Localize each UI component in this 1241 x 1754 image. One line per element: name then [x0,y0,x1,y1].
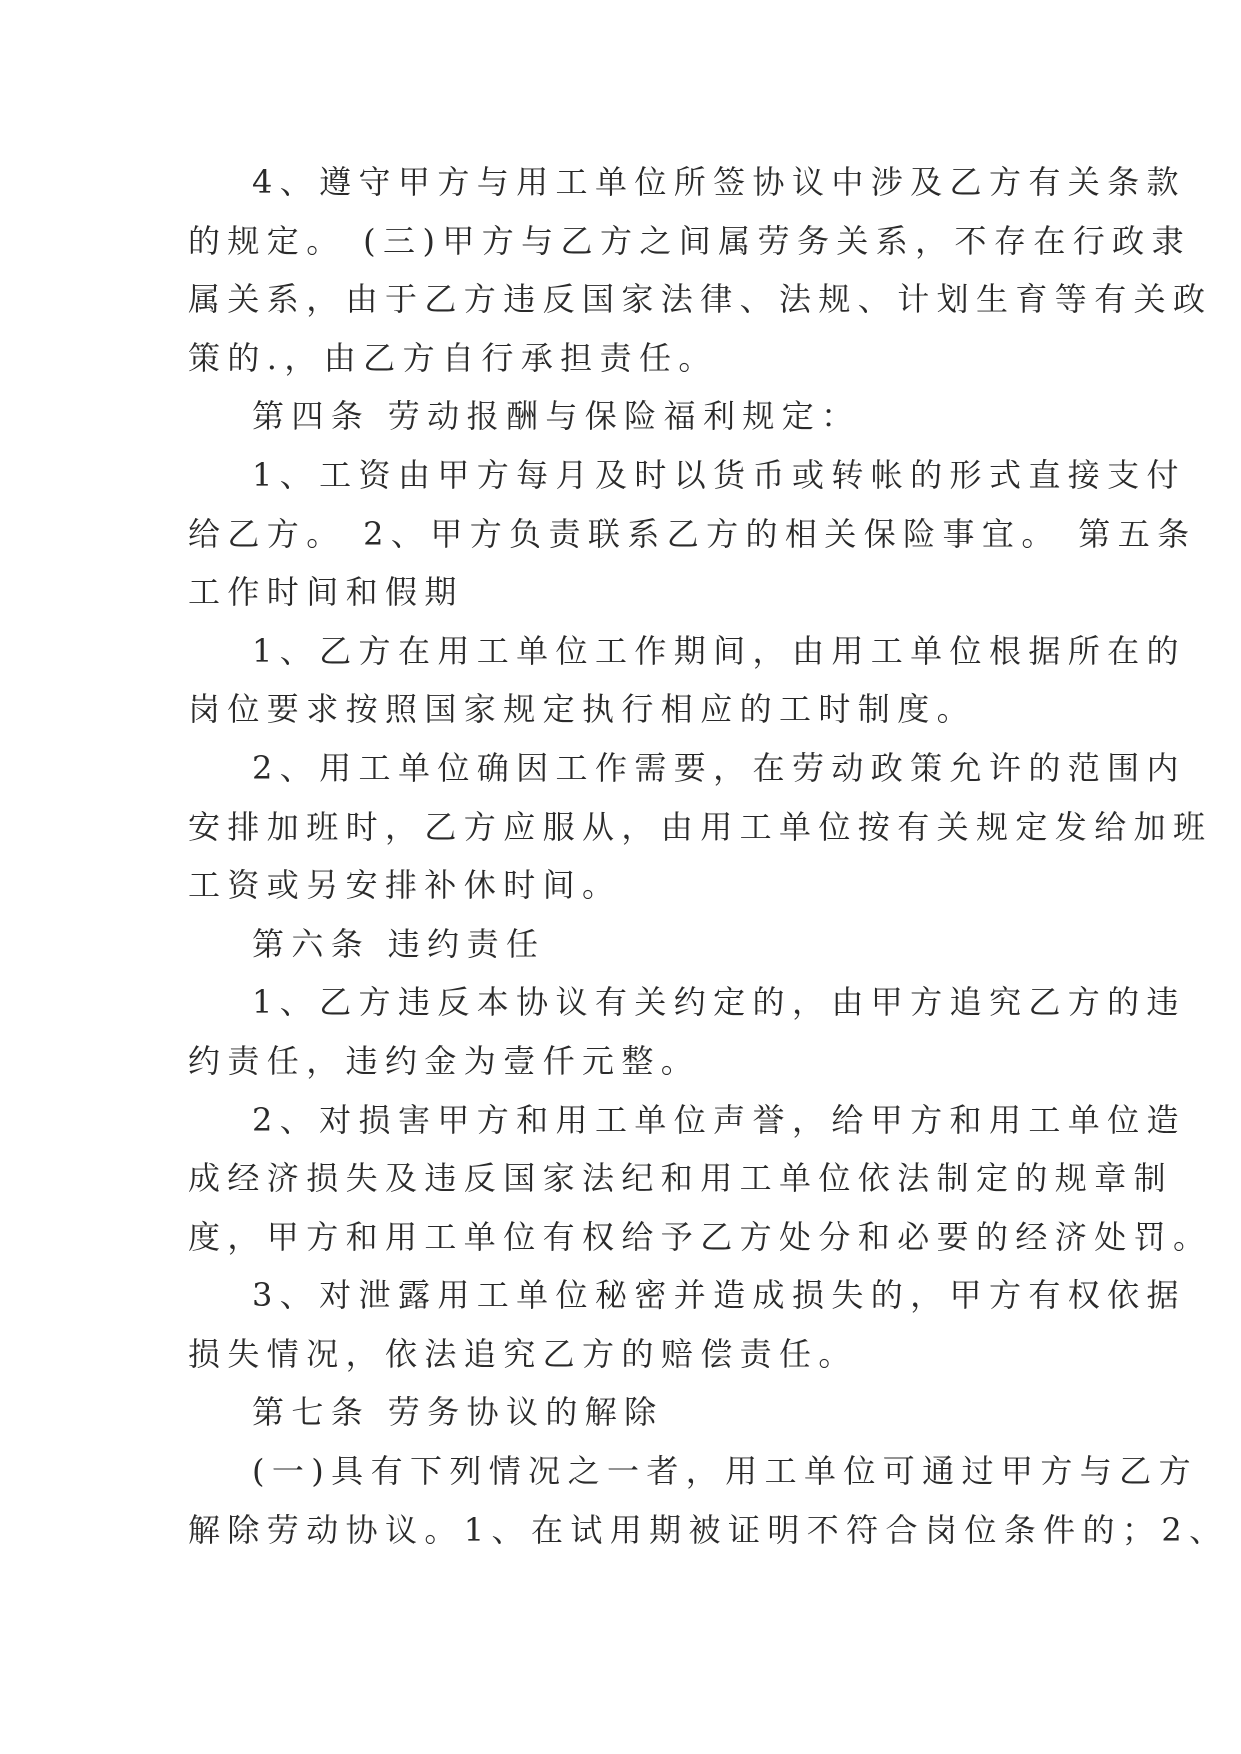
paragraph-line: 损失情况，依法追究乙方的赔偿责任。 [188,1334,858,1373]
paragraph-line: 工作时间和假期 [188,573,464,612]
paragraph-line: 2、对损害甲方和用工单位声誉，给甲方和用工单位造 [252,1100,1186,1139]
paragraph-line: (一)具有下列情况之一者，用工单位可通过甲方与乙方 [252,1452,1198,1491]
paragraph-line: 策的.，由乙方自行承担责任。 [188,338,718,377]
document-body [188,153,1229,1559]
paragraph-line: 工资或另安排补休时间。 [188,866,622,905]
paragraph-line: 给乙方。 2、甲方负责联系乙方的相关保险事宜。 第五条 [188,514,1197,553]
paragraph-line: 度，甲方和用工单位有权给予乙方处分和必要的经济处罚。 [188,1217,1213,1256]
paragraph-line: 1、乙方违反本协议有关约定的，由甲方追究乙方的违 [252,983,1186,1022]
paragraph-line: 3、对泄露用工单位秘密并造成损失的，甲方有权依据 [252,1276,1186,1315]
paragraph-line: 约责任，违约金为壹仟元整。 [188,1041,701,1080]
paragraph-line: 岗位要求按照国家规定执行相应的工时制度。 [188,690,977,729]
article-heading: 第四条 劳动报酬与保险福利规定： [252,397,861,436]
paragraph-line: 1、乙方在用工单位工作期间，由用工单位根据所在的 [252,631,1186,670]
paragraph-line: 4、遵守甲方与用工单位所签协议中涉及乙方有关条款 [252,163,1186,201]
paragraph-line: 2、用工单位确因工作需要，在劳动政策允许的范围内 [252,748,1186,787]
paragraph-line: 属关系，由于乙方违反国家法律、法规、计划生育等有关政 [188,280,1213,319]
paragraph-line: 1、工资由甲方每月及时以货币或转帐的形式直接支付 [252,455,1186,494]
paragraph-line: 的规定。 (三)甲方与乙方之间属劳务关系，不存在行政隶 [188,221,1191,260]
paragraph-line: 解除劳动协议。1、在试用期被证明不符合岗位条件的；2、 [188,1510,1229,1549]
article-heading: 第六条 违约责任 [252,924,546,963]
paragraph-line: 成经济损失及违反国家法纪和用工单位依法制定的规章制 [188,1159,1174,1198]
article-heading: 第七条 劳务协议的解除 [252,1393,664,1432]
paragraph-line: 安排加班时，乙方应服从，由用工单位按有关规定发给加班 [188,807,1213,846]
